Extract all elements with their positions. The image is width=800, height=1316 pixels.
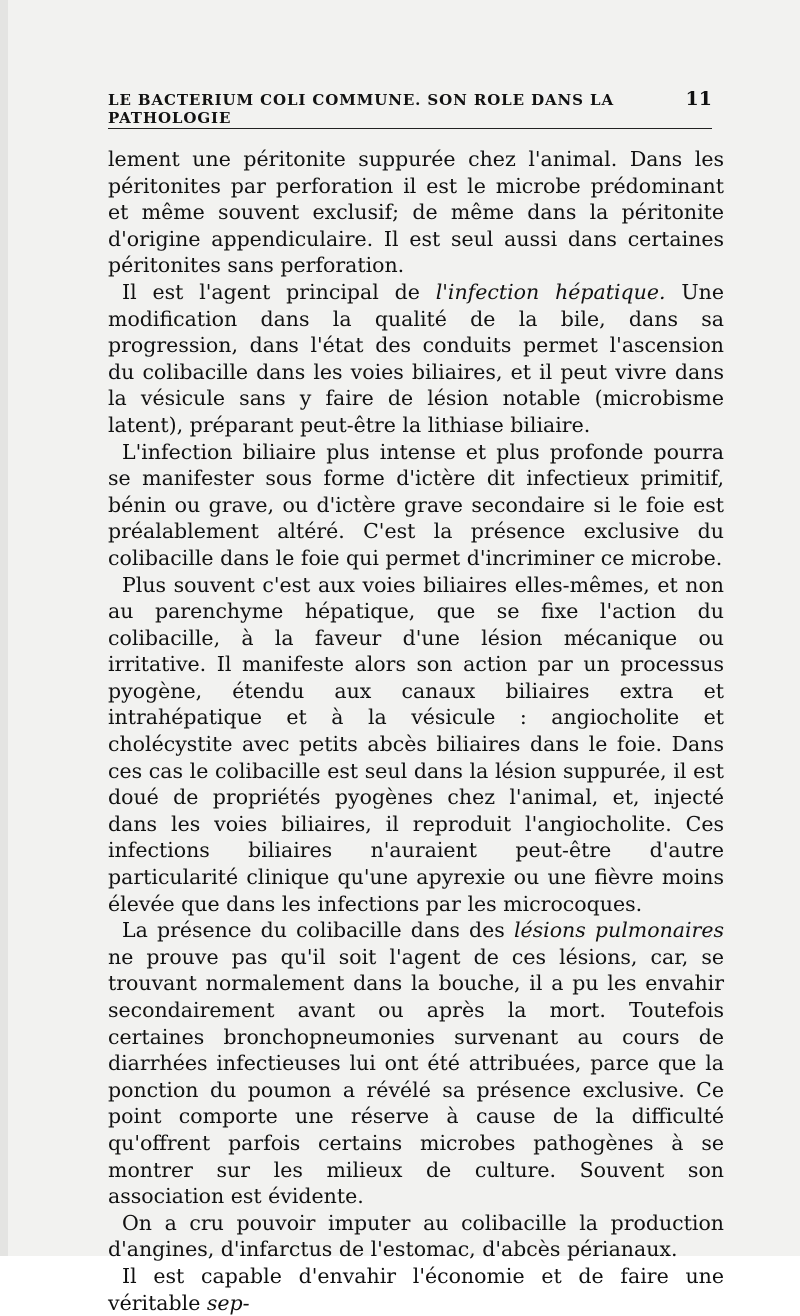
text-run: lement une péritonite suppurée chez l'animal. Dans les péritonites par perforation il est le microbe prédominant et même souvent exclusif; de même dans la péritonite d'origine appendiculaire. Il est seul aussi dans certaines péritonites sans perforation. xyxy=(108,147,724,278)
italic-term: sep- xyxy=(206,1290,250,1315)
italic-term: lésions pulmonaires xyxy=(513,918,725,943)
page-number: 11 xyxy=(685,88,712,110)
paragraph xyxy=(108,279,724,439)
text-run: La présence du colibacille dans des xyxy=(122,918,514,943)
paragraph xyxy=(108,572,724,918)
paragraph xyxy=(108,1210,724,1263)
text-run: L'infection biliaire plus intense et plus profonde pourra se manifester sous forme d'ictère dit infectieux primitif, bénin ou grave, ou d'ictère grave secondaire si le foie est préalablement altéré. C'est la présence exclusive du colibacille dans le foie qui permet d'incriminer ce microbe. xyxy=(108,439,724,570)
paragraph xyxy=(108,1263,724,1316)
text-run: ne prouve pas qu'il soit l'agent de ces lésions, car, se trouvant normalement dans la bouche, il a pu les envahir secondairement avant ou après la mort. Toutefois certaines bronchopneumonies survenant au cours de diarrhées infectieuses lui ont été attribuées, parce que la ponction du poumon a révélé sa présence exclusive. Ce point comporte une réserve à cause de la difficulté qu'offrent parfois certains microbes pathogènes à se montrer sur les milieux de culture. Souvent son association est évidente. xyxy=(108,944,724,1209)
paragraph xyxy=(108,439,724,572)
running-head: LE BACTERIUM COLI COMMUNE. SON ROLE DANS LA PATHOLOGIE xyxy=(108,91,614,127)
header-rule xyxy=(108,128,712,129)
text-run: Une modification dans la qualité de la bile, dans sa progression, dans l'état des conduits permet l'ascension du colibacille dans les voies biliaires, et il peut vivre dans la vésicule sans y faire de lésion notable (microbisme latent), préparant peut-être la lithiase biliaire. xyxy=(108,279,724,437)
text-run: On a cru pouvoir imputer au colibacille la production d'angines, d'infarctus de l'estomac, d'abcès périanaux. xyxy=(108,1210,724,1262)
body-text xyxy=(108,146,724,1316)
text-run: Il est capable d'envahir l'économie et de faire une véritable xyxy=(108,1263,724,1315)
text-run: Plus souvent c'est aux voies biliaires elles-mêmes, et non au parenchyme hépatique, que se fixe l'action du colibacille, à la faveur d'une lésion mécanique ou irritative. Il manifeste alors son action par un processus pyogène, étendu aux canaux biliaires extra et intrahépatique et à la vésicule : angiocholite et cholécystite avec petits abcès biliaires dans le foie. Dans ces cas le colibacille est seul dans la lésion suppurée, il est doué de propriétés pyogènes chez l'animal, et, injecté dans les voies biliaires, il reproduit l'angiocholite. Ces infections biliaires n'auraient peut-être d'autre particularité clinique qu'une apyrexie ou une fièvre moins élevée que dans les infections par les microcoques. xyxy=(108,572,724,916)
page-header xyxy=(108,88,712,127)
paragraph xyxy=(108,917,724,1210)
paragraph xyxy=(108,146,724,279)
text-run: Il est l'agent principal de xyxy=(122,279,436,304)
italic-term: l'infection hépatique. xyxy=(435,279,666,304)
